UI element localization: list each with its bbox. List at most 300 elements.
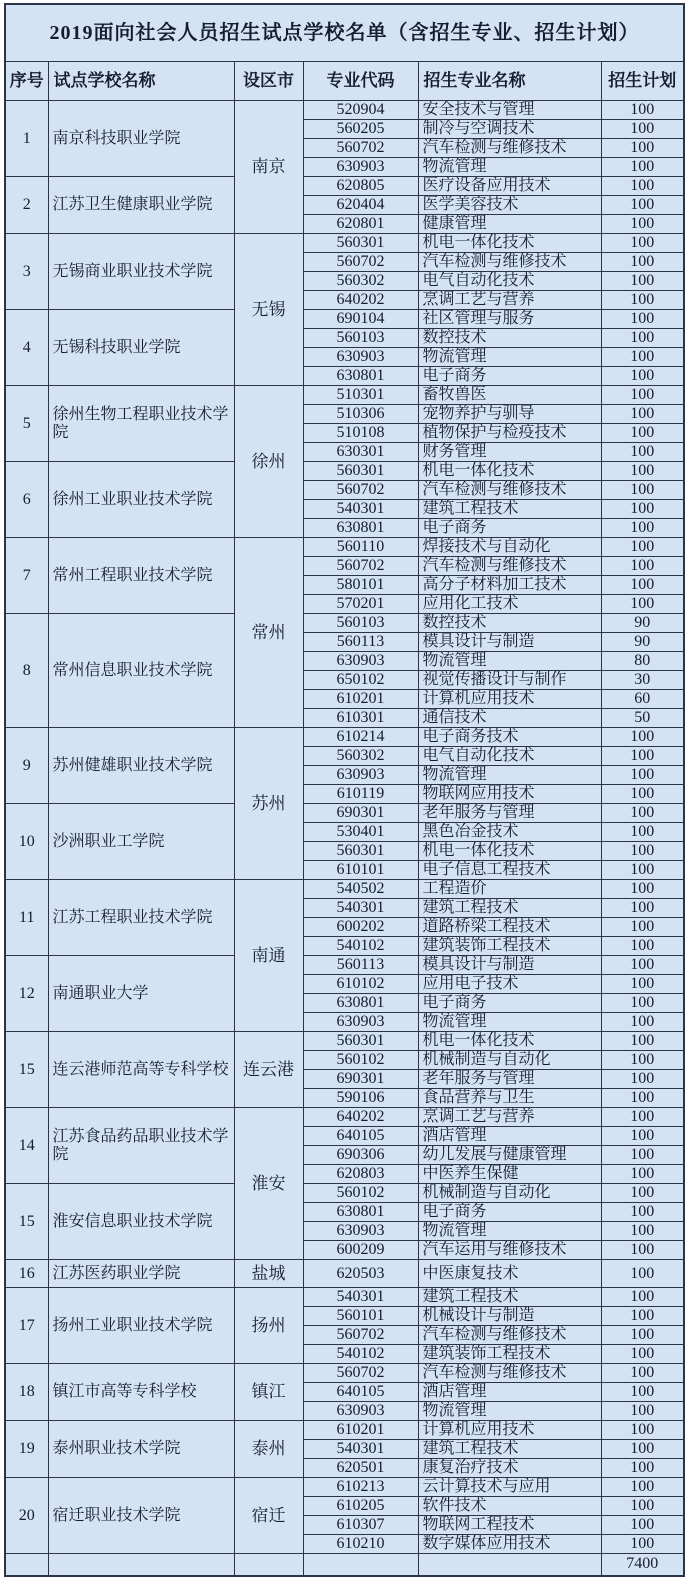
major-name-cell: 物流管理 [418, 348, 601, 367]
seq-cell: 12 [5, 956, 48, 1032]
column-header-major-code: 专业代码 [303, 62, 418, 101]
major-code-cell: 560113 [303, 956, 418, 975]
major-name-cell: 机电一体化技术 [418, 462, 601, 481]
plan-cell: 100 [601, 500, 684, 519]
seq-cell: 1 [5, 101, 48, 177]
major-code-cell: 560702 [303, 481, 418, 500]
plan-cell: 100 [601, 937, 684, 956]
plan-cell: 100 [601, 1203, 684, 1222]
major-name-cell: 烹调工艺与营养 [418, 291, 601, 310]
plan-cell: 100 [601, 1051, 684, 1070]
plan-cell: 100 [601, 272, 684, 291]
major-name-cell: 物流管理 [418, 158, 601, 177]
total-row [5, 1554, 684, 1576]
seq-cell: 15 [5, 1032, 48, 1108]
major-code-cell: 610205 [303, 1497, 418, 1516]
plan-cell: 100 [601, 747, 684, 766]
plan-cell: 100 [601, 1032, 684, 1051]
major-code-cell: 630903 [303, 1402, 418, 1421]
table-row [5, 538, 684, 557]
major-name-cell: 畜牧兽医 [418, 386, 601, 405]
table-body [5, 101, 684, 1554]
major-name-cell: 机电一体化技术 [418, 842, 601, 861]
city-cell: 连云港 [234, 1032, 303, 1108]
major-name-cell: 中医养生保健 [418, 1165, 601, 1184]
city-cell: 南通 [234, 880, 303, 1032]
major-name-cell: 物流管理 [418, 652, 601, 671]
major-name-cell: 物流管理 [418, 1402, 601, 1421]
school-name-cell: 镇江市高等专科学校 [48, 1364, 234, 1421]
seq-cell: 19 [5, 1421, 48, 1478]
plan-cell: 100 [601, 519, 684, 538]
school-name-cell: 南通职业大学 [48, 956, 234, 1032]
major-code-cell: 610210 [303, 1535, 418, 1554]
major-code-cell: 590106 [303, 1089, 418, 1108]
major-code-cell: 610213 [303, 1478, 418, 1497]
seq-cell: 14 [5, 1108, 48, 1184]
column-header-school: 试点学校名称 [48, 62, 234, 101]
total-plan-cell: 7400 [601, 1554, 684, 1576]
plan-cell: 90 [601, 633, 684, 652]
major-code-cell: 560302 [303, 272, 418, 291]
plan-cell: 100 [601, 310, 684, 329]
table-row [5, 1260, 684, 1288]
major-name-cell: 建筑工程技术 [418, 1288, 601, 1307]
major-name-cell: 机械制造与自动化 [418, 1184, 601, 1203]
major-name-cell: 建筑工程技术 [418, 1440, 601, 1459]
city-cell: 镇江 [234, 1364, 303, 1421]
major-name-cell: 电子商务技术 [418, 728, 601, 747]
plan-cell: 100 [601, 1222, 684, 1241]
plan-cell: 80 [601, 652, 684, 671]
plan-cell: 100 [601, 424, 684, 443]
major-code-cell: 560102 [303, 1051, 418, 1070]
plan-cell: 100 [601, 177, 684, 196]
plan-cell: 100 [601, 1089, 684, 1108]
plan-cell: 100 [601, 1497, 684, 1516]
table-row [5, 462, 684, 481]
major-name-cell: 汽车检测与维修技术 [418, 557, 601, 576]
major-code-cell: 630301 [303, 443, 418, 462]
seq-cell: 15 [5, 1184, 48, 1260]
plan-cell: 100 [601, 1165, 684, 1184]
school-name-cell: 沙洲职业工学院 [48, 804, 234, 880]
major-name-cell: 幼儿发展与健康管理 [418, 1146, 601, 1165]
plan-cell: 100 [601, 1241, 684, 1260]
major-name-cell: 宠物养护与驯导 [418, 405, 601, 424]
plan-cell: 100 [601, 861, 684, 880]
major-name-cell: 物联网工程技术 [418, 1516, 601, 1535]
major-name-cell: 数字媒体应用技术 [418, 1535, 601, 1554]
major-code-cell: 560101 [303, 1307, 418, 1326]
plan-cell: 100 [601, 291, 684, 310]
plan-cell: 100 [601, 1146, 684, 1165]
school-name-cell: 苏州健雄职业技术学院 [48, 728, 234, 804]
city-cell: 淮安 [234, 1108, 303, 1260]
major-code-cell: 540301 [303, 500, 418, 519]
plan-cell: 100 [601, 101, 684, 120]
table-row [5, 101, 684, 120]
major-code-cell: 630903 [303, 1013, 418, 1032]
plan-cell: 100 [601, 1364, 684, 1383]
major-name-cell: 通信技术 [418, 709, 601, 728]
major-name-cell: 建筑装饰工程技术 [418, 1345, 601, 1364]
major-code-cell: 640202 [303, 1108, 418, 1127]
city-cell: 苏州 [234, 728, 303, 880]
major-name-cell: 电气自动化技术 [418, 747, 601, 766]
major-code-cell: 630903 [303, 158, 418, 177]
table-row [5, 310, 684, 329]
major-name-cell: 烹调工艺与营养 [418, 1108, 601, 1127]
total-empty-seq [5, 1554, 48, 1576]
major-code-cell: 630801 [303, 1203, 418, 1222]
table-row [5, 1478, 684, 1497]
major-name-cell: 汽车检测与维修技术 [418, 1364, 601, 1383]
plan-cell: 100 [601, 918, 684, 937]
plan-cell: 100 [601, 1402, 684, 1421]
column-header-seq: 序号 [5, 62, 48, 101]
plan-cell: 60 [601, 690, 684, 709]
major-code-cell: 610101 [303, 861, 418, 880]
seq-cell: 16 [5, 1260, 48, 1288]
plan-cell: 30 [601, 671, 684, 690]
plan-cell: 100 [601, 1440, 684, 1459]
plan-cell: 100 [601, 728, 684, 747]
major-code-cell: 510108 [303, 424, 418, 443]
major-name-cell: 视觉传播设计与制作 [418, 671, 601, 690]
plan-cell: 100 [601, 120, 684, 139]
major-code-cell: 560113 [303, 633, 418, 652]
major-code-cell: 610201 [303, 690, 418, 709]
school-name-cell: 淮安信息职业技术学院 [48, 1184, 234, 1260]
major-code-cell: 610102 [303, 975, 418, 994]
major-name-cell: 建筑工程技术 [418, 899, 601, 918]
major-name-cell: 汽车检测与维修技术 [418, 253, 601, 272]
major-code-cell: 620501 [303, 1459, 418, 1478]
plan-cell: 100 [601, 880, 684, 899]
major-code-cell: 540102 [303, 1345, 418, 1364]
title-row [5, 4, 684, 62]
plan-cell: 100 [601, 462, 684, 481]
seq-cell: 3 [5, 234, 48, 310]
seq-cell: 9 [5, 728, 48, 804]
major-name-cell: 电气自动化技术 [418, 272, 601, 291]
school-name-cell: 泰州职业技术学院 [48, 1421, 234, 1478]
major-code-cell: 540301 [303, 1288, 418, 1307]
major-name-cell: 模具设计与制造 [418, 956, 601, 975]
major-code-cell: 510301 [303, 386, 418, 405]
plan-cell: 100 [601, 785, 684, 804]
major-code-cell: 560110 [303, 538, 418, 557]
major-code-cell: 630801 [303, 519, 418, 538]
table-row [5, 1184, 684, 1203]
major-name-cell: 数控技术 [418, 614, 601, 633]
major-code-cell: 510306 [303, 405, 418, 424]
major-name-cell: 焊接技术与自动化 [418, 538, 601, 557]
major-name-cell: 电子信息工程技术 [418, 861, 601, 880]
major-code-cell: 560702 [303, 253, 418, 272]
major-name-cell: 医学美容技术 [418, 196, 601, 215]
major-code-cell: 630903 [303, 652, 418, 671]
major-code-cell: 580101 [303, 576, 418, 595]
plan-cell: 50 [601, 709, 684, 728]
school-name-cell: 宿迁职业技术学院 [48, 1478, 234, 1554]
total-empty-school [48, 1554, 234, 1576]
plan-cell: 100 [601, 1127, 684, 1146]
major-code-cell: 630903 [303, 348, 418, 367]
major-code-cell: 520904 [303, 101, 418, 120]
plan-cell: 100 [601, 899, 684, 918]
major-code-cell: 600202 [303, 918, 418, 937]
major-code-cell: 560103 [303, 329, 418, 348]
plan-cell: 100 [601, 1535, 684, 1554]
major-name-cell: 工程造价 [418, 880, 601, 899]
table-row [5, 386, 684, 405]
major-code-cell: 640202 [303, 291, 418, 310]
major-code-cell: 560103 [303, 614, 418, 633]
major-name-cell: 中医康复技术 [418, 1260, 601, 1288]
major-code-cell: 560102 [303, 1184, 418, 1203]
city-cell: 南京 [234, 101, 303, 234]
major-code-cell: 620404 [303, 196, 418, 215]
major-name-cell: 电子商务 [418, 1203, 601, 1222]
major-name-cell: 老年服务与管理 [418, 804, 601, 823]
major-name-cell: 计算机应用技术 [418, 690, 601, 709]
major-code-cell: 620801 [303, 215, 418, 234]
plan-cell: 100 [601, 557, 684, 576]
major-code-cell: 560702 [303, 139, 418, 158]
school-name-cell: 徐州工业职业技术学院 [48, 462, 234, 538]
major-name-cell: 软件技术 [418, 1497, 601, 1516]
major-code-cell: 640105 [303, 1127, 418, 1146]
seq-cell: 11 [5, 880, 48, 956]
plan-cell: 100 [601, 1108, 684, 1127]
plan-cell: 100 [601, 1070, 684, 1089]
major-code-cell: 630801 [303, 994, 418, 1013]
major-code-cell: 560301 [303, 234, 418, 253]
column-header-city: 设区市 [234, 62, 303, 101]
major-name-cell: 模具设计与制造 [418, 633, 601, 652]
school-name-cell: 江苏工程职业技术学院 [48, 880, 234, 956]
plan-cell: 100 [601, 1459, 684, 1478]
major-code-cell: 560301 [303, 462, 418, 481]
school-name-cell: 无锡科技职业学院 [48, 310, 234, 386]
column-header-plan: 招生计划 [601, 62, 684, 101]
seq-cell: 20 [5, 1478, 48, 1554]
plan-cell: 100 [601, 766, 684, 785]
seq-cell: 6 [5, 462, 48, 538]
seq-cell: 5 [5, 386, 48, 462]
major-name-cell: 机电一体化技术 [418, 1032, 601, 1051]
major-name-cell: 安全技术与管理 [418, 101, 601, 120]
major-name-cell: 制冷与空调技术 [418, 120, 601, 139]
major-code-cell: 630903 [303, 1222, 418, 1241]
major-name-cell: 物流管理 [418, 1013, 601, 1032]
table-row [5, 956, 684, 975]
school-name-cell: 江苏医药职业学院 [48, 1260, 234, 1288]
plan-cell: 100 [601, 823, 684, 842]
city-cell: 扬州 [234, 1288, 303, 1364]
major-name-cell: 云计算技术与应用 [418, 1478, 601, 1497]
plan-cell: 100 [601, 158, 684, 177]
city-cell: 盐城 [234, 1260, 303, 1288]
plan-cell: 100 [601, 443, 684, 462]
major-name-cell: 健康管理 [418, 215, 601, 234]
table-row [5, 177, 684, 196]
plan-cell: 100 [601, 576, 684, 595]
total-empty-code [303, 1554, 418, 1576]
plan-cell: 100 [601, 234, 684, 253]
major-code-cell: 540301 [303, 1440, 418, 1459]
page-title: 2019面向社会人员招生试点学校名单（含招生专业、招生计划） [5, 4, 684, 62]
major-name-cell: 汽车检测与维修技术 [418, 481, 601, 500]
plan-cell: 100 [601, 1421, 684, 1440]
table-row [5, 728, 684, 747]
major-code-cell: 620805 [303, 177, 418, 196]
major-code-cell: 690301 [303, 804, 418, 823]
major-name-cell: 物流管理 [418, 1222, 601, 1241]
major-code-cell: 690104 [303, 310, 418, 329]
major-code-cell: 560702 [303, 557, 418, 576]
school-name-cell: 南京科技职业学院 [48, 101, 234, 177]
major-code-cell: 690306 [303, 1146, 418, 1165]
major-name-cell: 酒店管理 [418, 1127, 601, 1146]
table-row [5, 1108, 684, 1127]
major-code-cell: 610307 [303, 1516, 418, 1535]
total-empty-city [234, 1554, 303, 1576]
header-row [5, 62, 684, 101]
table-row [5, 1032, 684, 1051]
major-code-cell: 540301 [303, 899, 418, 918]
plan-cell: 100 [601, 1345, 684, 1364]
major-name-cell: 植物保护与检疫技术 [418, 424, 601, 443]
plan-cell: 90 [601, 614, 684, 633]
major-code-cell: 610301 [303, 709, 418, 728]
table-row [5, 1288, 684, 1307]
major-code-cell: 530401 [303, 823, 418, 842]
plan-cell: 100 [601, 1288, 684, 1307]
major-name-cell: 食品营养与卫生 [418, 1089, 601, 1108]
major-code-cell: 610214 [303, 728, 418, 747]
plan-cell: 100 [601, 842, 684, 861]
major-name-cell: 机械设计与制造 [418, 1307, 601, 1326]
major-code-cell: 640105 [303, 1383, 418, 1402]
major-code-cell: 620803 [303, 1165, 418, 1184]
plan-cell: 100 [601, 329, 684, 348]
school-name-cell: 常州信息职业技术学院 [48, 614, 234, 728]
plan-cell: 100 [601, 956, 684, 975]
major-name-cell: 计算机应用技术 [418, 1421, 601, 1440]
major-code-cell: 610201 [303, 1421, 418, 1440]
school-name-cell: 无锡商业职业技术学院 [48, 234, 234, 310]
major-name-cell: 社区管理与服务 [418, 310, 601, 329]
major-name-cell: 汽车检测与维修技术 [418, 1326, 601, 1345]
admissions-table [4, 3, 685, 1577]
major-code-cell: 560301 [303, 842, 418, 861]
seq-cell: 18 [5, 1364, 48, 1421]
major-name-cell: 电子商务 [418, 519, 601, 538]
major-name-cell: 财务管理 [418, 443, 601, 462]
plan-cell: 100 [601, 1383, 684, 1402]
major-code-cell: 540502 [303, 880, 418, 899]
major-name-cell: 酒店管理 [418, 1383, 601, 1402]
major-code-cell: 620503 [303, 1260, 418, 1288]
major-code-cell: 610119 [303, 785, 418, 804]
plan-cell: 100 [601, 1516, 684, 1535]
major-name-cell: 数控技术 [418, 329, 601, 348]
plan-cell: 100 [601, 1478, 684, 1497]
plan-cell: 100 [601, 253, 684, 272]
major-code-cell: 560702 [303, 1326, 418, 1345]
school-name-cell: 徐州生物工程职业技术学院 [48, 386, 234, 462]
major-name-cell: 机电一体化技术 [418, 234, 601, 253]
major-code-cell: 630801 [303, 367, 418, 386]
major-name-cell: 道路桥梁工程技术 [418, 918, 601, 937]
major-name-cell: 物联网应用技术 [418, 785, 601, 804]
major-name-cell: 应用电子技术 [418, 975, 601, 994]
major-name-cell: 老年服务与管理 [418, 1070, 601, 1089]
plan-cell: 100 [601, 1326, 684, 1345]
school-name-cell: 连云港师范高等专科学校 [48, 1032, 234, 1108]
seq-cell: 17 [5, 1288, 48, 1364]
major-name-cell: 汽车检测与维修技术 [418, 139, 601, 158]
major-code-cell: 560302 [303, 747, 418, 766]
major-name-cell: 黑色冶金技术 [418, 823, 601, 842]
major-name-cell: 电子商务 [418, 994, 601, 1013]
plan-cell: 100 [601, 538, 684, 557]
plan-cell: 100 [601, 139, 684, 158]
plan-cell: 100 [601, 386, 684, 405]
plan-cell: 100 [601, 975, 684, 994]
table-row [5, 804, 684, 823]
table-row [5, 880, 684, 899]
total-empty-name [418, 1554, 601, 1576]
city-cell: 宿迁 [234, 1478, 303, 1554]
city-cell: 徐州 [234, 386, 303, 538]
plan-cell: 100 [601, 1260, 684, 1288]
major-name-cell: 医疗设备应用技术 [418, 177, 601, 196]
table-row [5, 234, 684, 253]
city-cell: 常州 [234, 538, 303, 728]
major-code-cell: 570201 [303, 595, 418, 614]
seq-cell: 7 [5, 538, 48, 614]
plan-cell: 100 [601, 1184, 684, 1203]
major-name-cell: 物流管理 [418, 766, 601, 785]
major-code-cell: 560702 [303, 1364, 418, 1383]
column-header-major-name: 招生专业名称 [418, 62, 601, 101]
school-name-cell: 常州工程职业技术学院 [48, 538, 234, 614]
seq-cell: 4 [5, 310, 48, 386]
major-name-cell: 康复治疗技术 [418, 1459, 601, 1478]
major-code-cell: 560301 [303, 1032, 418, 1051]
seq-cell: 8 [5, 614, 48, 728]
plan-cell: 100 [601, 481, 684, 500]
school-name-cell: 扬州工业职业技术学院 [48, 1288, 234, 1364]
major-code-cell: 690301 [303, 1070, 418, 1089]
plan-cell: 100 [601, 1013, 684, 1032]
plan-cell: 100 [601, 994, 684, 1013]
plan-cell: 100 [601, 367, 684, 386]
table-row [5, 614, 684, 633]
plan-cell: 100 [601, 405, 684, 424]
major-code-cell: 650102 [303, 671, 418, 690]
major-name-cell: 建筑装饰工程技术 [418, 937, 601, 956]
seq-cell: 10 [5, 804, 48, 880]
major-name-cell: 高分子材料加工技术 [418, 576, 601, 595]
city-cell: 无锡 [234, 234, 303, 386]
major-name-cell: 建筑工程技术 [418, 500, 601, 519]
major-name-cell: 电子商务 [418, 367, 601, 386]
